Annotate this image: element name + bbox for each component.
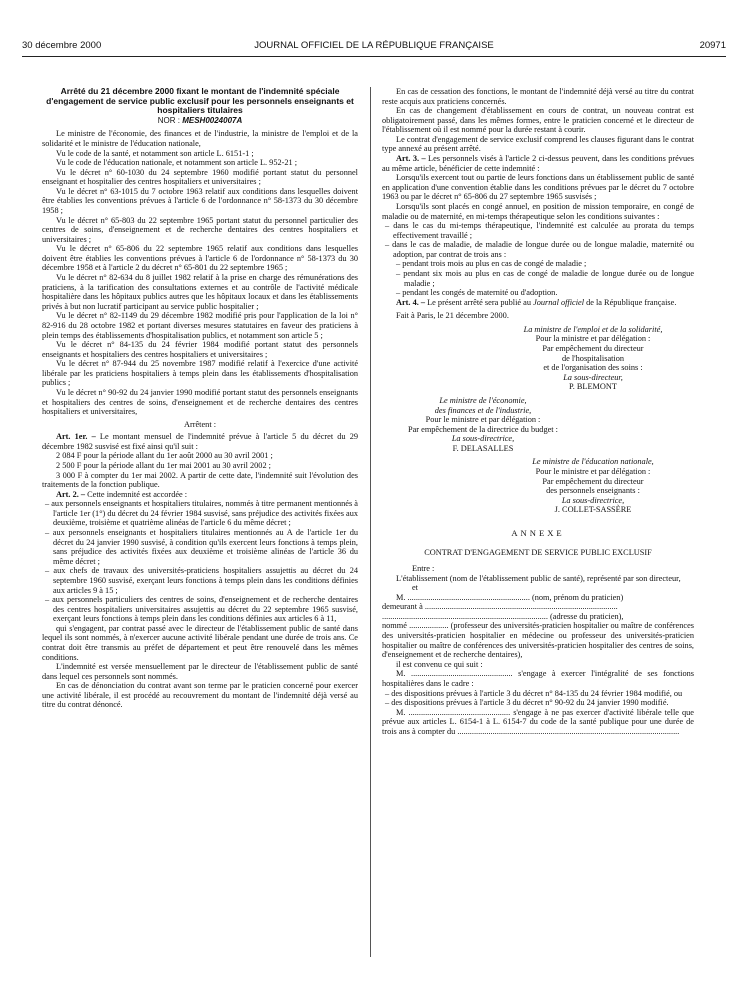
contract-engagement-1: M. ................................................. s'engage à exercer l'intégralité de ses fonctions hospitalières dans le cadre : [382, 669, 694, 688]
article-3-label: Art. 3. – [396, 154, 426, 164]
list-item: – dans le cas de maladie, de maladie de longue durée ou de longue maladie, maternité ou adoption, par contrat de trois ans : [385, 240, 694, 259]
sub-list-item: – pendant trois mois au plus en cas de congé de maladie ; [396, 259, 587, 269]
article-2-following-paragraphs [42, 624, 358, 710]
contract-engagement-2: M. ................................................. s'engage à ne pas exercer d'activité libérale telle que prévue aux articles L. 6154-1 à L. 6154-7 du code de la santé publique pour une durée de trois ans à compter du ........................................................................................................... [382, 707, 694, 736]
signature-line: de l'hospitalisation [561, 353, 625, 363]
visa-paragraphs [42, 129, 358, 416]
signature-2-name: F. DELASALLES [452, 443, 514, 453]
article-1 [42, 432, 358, 451]
article-3-paragraph-2: Lorsqu'ils sont placés en congé annuel, en position de mission temporaire, en congé de maladie ou de maternité, en mi-temps thérapeutique selon les conditions suivantes : [382, 201, 694, 221]
contract-nomme: nommé ................... (professeur des universités-praticien hospitalier ou maître de conférences des universités-praticien hospitalier en médecine ou professeur des universités-praticien hospitalier ou maître de conférences des universités-praticien hospitalier des centres de soins, d'enseignement et de recherche dentaires), [382, 621, 694, 660]
visa-paragraph: Vu le décret n° 65-806 du 22 septembre 1965 relatif aux conditions dans lesquelles doivent être établies les conventions prévues à l'article 6 de l'ordonnance n° 58-1373 du 30 décembre 1958 et à l'article 2 du décret n° 65-801 du 22 septembre 1965 ; [42, 244, 358, 273]
article-2-list [42, 499, 358, 624]
signature-3-role: La sous-directrice, [561, 495, 625, 505]
visa-paragraph: Vu le décret n° 84-135 du 24 février 1984 modifié portant statut des personnels enseignants et hospitaliers des centres hospitaliers et universitaires ; [42, 340, 358, 359]
header-journal-title: JOURNAL OFFICIEL DE LA RÉPUBLIQUE FRANÇAISE [254, 40, 494, 51]
list-item: – aux chefs de travaux des universités-praticiens hospitaliers assujettis au décret du 24 septembre 1960 susvisé, exerçant leurs fonctions à temps plein dans les conditions définies aux articles 9 à 15 ; [45, 566, 358, 595]
header-rule [22, 56, 726, 57]
nor-reference [42, 116, 358, 126]
list-item: – dans le cas du mi-temps thérapeutique, l'indemnité est calculée au prorata du temps effectivement travaillé ; [385, 221, 694, 240]
left-column [42, 87, 358, 710]
visa-paragraph: Vu le décret n° 65-803 du 22 septembre 1965 portant statut du personnel particulier des centres de soins, d'enseignement et de recherche dentaires des centres hospitaliers et universitaires ; [42, 215, 358, 244]
signature-line: Par empêchement du directeur [542, 476, 644, 486]
visa-paragraph: Vu le décret n° 87-944 du 25 novembre 1987 modifié relatif à l'exercice d'une activité libérale par les praticiens hospitaliers à temps plein dans les établissements d'hospitalisation publics ; [42, 359, 358, 388]
amount-line: 3 000 F à compter du 1er mai 2002. A partir de cette date, l'indemnité suit l'évolution des traitements de la fonction publique. [42, 470, 358, 490]
list-item: – des dispositions prévues à l'article 3 du décret n° 90-92 du 24 janvier 1990 modifié. [385, 698, 669, 708]
signature-3-name: J. COLLET-SASSÈRE [554, 505, 632, 515]
signature-2-minister-b: des finances et de l'industrie, [434, 405, 532, 415]
nor-label: NOR : [157, 115, 180, 125]
nor-code: MESH0024007A [182, 115, 243, 125]
visa-paragraph: Le ministre de l'économie, des finances et de l'industrie, la ministre de l'emploi et de la solidarité et le ministre de l'éducation nationale, [42, 129, 358, 148]
article-4-text-a: Le présent arrêté sera publié au [427, 297, 531, 307]
signature-1-name: P. BLEMONT [569, 382, 617, 392]
list-item: – des dispositions prévues à l'article 3 du décret n° 84-135 du 24 février 1984 modifié, ou [385, 688, 683, 698]
sub-list-item: – pendant six mois au plus en cas de congé de maladie de longue durée ou de longue maladie ; [396, 268, 694, 288]
visa-paragraph: Vu le décret n° 90-92 du 24 janvier 1990 modifié portant statut des personnels enseignants et hospitaliers des centres de soins, d'enseignement et de recherche dentaires des centres hospitaliers et universitaires, [42, 387, 358, 417]
signature-block-2 [382, 396, 584, 453]
signature-2-role: La sous-directrice, [451, 434, 515, 444]
page-header [22, 40, 726, 54]
article-1-text: Le montant mensuel de l'indemnité prévue à l'article 5 du décret du 29 décembre 1982 susvisé est fixé ainsi qu'il suit : [42, 432, 358, 451]
article-3-text: Les personnels visés à l'article 2 ci-dessus peuvent, dans les conditions prévues au même article, bénéficier de cette indemnité : [382, 154, 694, 173]
column-separator [370, 87, 371, 957]
annexe-heading: ANNEXE [511, 527, 565, 538]
header-date: 30 décembre 2000 [22, 40, 102, 51]
signature-line: Par empêchement du directeur [542, 344, 644, 354]
signature-line: Pour la ministre et par délégation : [535, 334, 651, 344]
contract-title: CONTRAT D'ENGAGEMENT DE SERVICE PUBLIC EXCLUSIF [424, 548, 652, 558]
signature-line: Pour le ministre et par délégation : [425, 415, 541, 425]
contract-etablissement: L'établissement (nom de l'établissement public de santé), représenté par son directeur, [396, 573, 681, 583]
arretent: Arrêtent : [183, 419, 217, 429]
article-4-text-b: de la République française. [586, 297, 677, 307]
contract-et: et [412, 583, 418, 593]
article-3-paragraph-1: Lorsqu'ils exercent tout ou partie de leurs fonctions dans un établissement public de santé en application d'une convention établie dans les conditions prévues par le décret du 7 octobre 1963 ou par le décret n° 65-806 du 27 septembre 1965 susvisés ; [382, 173, 694, 202]
paragraph: Le contrat d'engagement de service exclusif comprend les clauses figurant dans le contrat type annexé au présent arrêté. [382, 134, 694, 154]
sub-list-item: – pendant les congés de maternité ou d'adoption. [396, 288, 558, 298]
article-4-label: Art. 4. – [396, 297, 426, 307]
visa-paragraph: Vu le code de la santé, et notamment son article L. 6151-1 ; [56, 148, 254, 158]
article-1-label: Art. 1er. – [56, 432, 96, 442]
contract-address: ................................................................................ (adresse du praticien), [382, 611, 624, 621]
right-paragraphs [382, 87, 694, 154]
visa-paragraph: Vu le décret n° 63-1015 du 7 octobre 1963 relatif aux conditions dans lesquelles doivent être établies les conventions prévues à l'article 6 de l'ordonnance n° 58-1373 du 30 décembre 1958 ; [42, 186, 358, 215]
list-item: – aux personnels enseignants et hospitaliers titulaires, nommés à titre permanent mentionnés à l'article 1er (1°) du décret du 24 février 1984 susvisé, sans préjudice des activités fixées aux deuxième, troisième et quatrième alinéas de l'article 6 du même décret ; [45, 499, 358, 528]
visa-paragraph: Vu le décret n° 82-1149 du 29 décembre 1982 modifié pris pour l'application de la loi n° 82-916 du 28 octobre 1982 et portant diverses mesures statutaires en faveur des praticiens à plein temps des établissements d'hospitalisation publics, et notamment son article 5 ; [42, 311, 358, 340]
list-item: – aux personnels particuliers des centres de soins, d'enseignement et de recherche dentaires des centres hospitaliers universitaires assujettis au décret du 22 septembre 1965 susvisé, exerçant leurs fonctions à temps plein dans les conditions définies aux articles 6 à 11, [45, 595, 358, 624]
visa-paragraph: Vu le décret n° 60-1030 du 24 septembre 1960 modifié portant statut du personnel enseignant et hospitalier des centres hospitaliers et universitaires ; [42, 167, 358, 187]
signature-1-role: La sous-directeur, [563, 372, 623, 382]
signature-line: et de l'organisation des soins : [543, 363, 643, 373]
paragraph: En cas de dénonciation du contrat avant son terme par le praticien concerné pour exercer une activité libérale, il est procédé au recouvrement du montant de l'indemnité déjà versé au titre du contrat dénoncé. [42, 681, 358, 710]
decree-title: Arrêté du 21 décembre 2000 fixant le montant de l'indemnité spéciale d'engagement de service public exclusif pour les personnels enseignants et hospitaliers titulaires [46, 86, 354, 116]
signature-block-3 [492, 457, 694, 514]
signature-2-minister-a: Le ministre de l'économie, [439, 395, 527, 405]
contract-demeurant: demeurant à ............................................................................................. [382, 602, 618, 612]
article-2-text: Cette indemnité est accordée : [87, 489, 188, 499]
header-page-number: 20971 [699, 40, 726, 51]
signature-line: Par empêchement de la directrice du budget : [408, 424, 558, 434]
signature-line: des personnels enseignants : [546, 486, 640, 496]
amount-line: 2 084 F pour la période allant du 1er août 2000 au 30 avril 2001 ; [56, 451, 273, 461]
paragraph: L'indemnité est versée mensuellement par le directeur de l'établissement public de santé dans lequel ces personnels sont nommés. [42, 662, 358, 681]
contract-entre: Entre : [412, 564, 435, 574]
paragraph: En cas de changement d'établissement en cours de contrat, un nouveau contrat est obligatoirement passé, dans les mêmes formes, entre le praticien concerné et le directeur de l'établissement où il est nommé pour la durée restant à courir. [382, 106, 694, 135]
signature-3-minister: Le ministre de l'éducation nationale, [532, 457, 654, 467]
paragraph: qui s'engagent, par contrat passé avec le directeur de l'établissement public de santé dans lequel ils sont nommés, à n'exercer aucune activité libérale pendant une durée de trois ans. Ce contrat doit être transmis au préfet de département et peut être renouvelé dans les mêmes conditions. [42, 623, 358, 662]
article-3 [382, 154, 694, 173]
contract-engagement-1-list [382, 689, 694, 708]
fait-a-paris: Fait à Paris, le 21 décembre 2000. [396, 311, 509, 321]
article-4-journal: Journal officiel [533, 297, 585, 307]
right-column [382, 87, 694, 736]
amount-line: 2 500 F pour la période allant du 1er mai 2001 au 30 avril 2002 ; [56, 461, 271, 471]
article-2 [42, 490, 358, 500]
paragraph: En cas de cessation des fonctions, le montant de l'indemnité déjà versé au titre du contrat reste acquis aux praticiens concernés. [382, 87, 694, 106]
visa-paragraph: Vu le code de l'éducation nationale, et notamment son article L. 952-21 ; [56, 158, 298, 168]
visa-paragraph: Vu le décret n° 82-634 du 8 juillet 1982 relatif à la prise en charge des rémunérations des praticiens, à la tarification des consultations externes et au contrôle de l'activité médicale hospitalière dans les hôpitaux publics autres que les hôpitaux locaux et dans les établissements privés à but non lucratif participant au service public hospitalier ; [42, 273, 358, 311]
article-1-amounts [42, 451, 358, 489]
contract-praticien-name: M. ........................................................... (nom, prénom du praticien) [396, 592, 624, 602]
article-2-label: Art. 2. – [56, 489, 86, 499]
article-3-list [382, 221, 694, 298]
signature-1-minister: La ministre de l'emploi et de la solidarité, [523, 324, 663, 334]
signature-block-1 [492, 325, 694, 392]
contract-convenu: il est convenu ce qui suit : [396, 659, 483, 669]
article-4 [382, 298, 694, 308]
signature-line: Pour le ministre et par délégation : [535, 466, 651, 476]
list-item: – aux personnels enseignants et hospitaliers titulaires mentionnés au A de l'article 1er du décret du 24 janvier 1990 susvisé, à condition qu'ils exercent leurs fonctions à temps plein, sans préjudice des activités fixées aux deuxième et troisième alinéas de l'article 36 du même décret ; [45, 528, 358, 566]
